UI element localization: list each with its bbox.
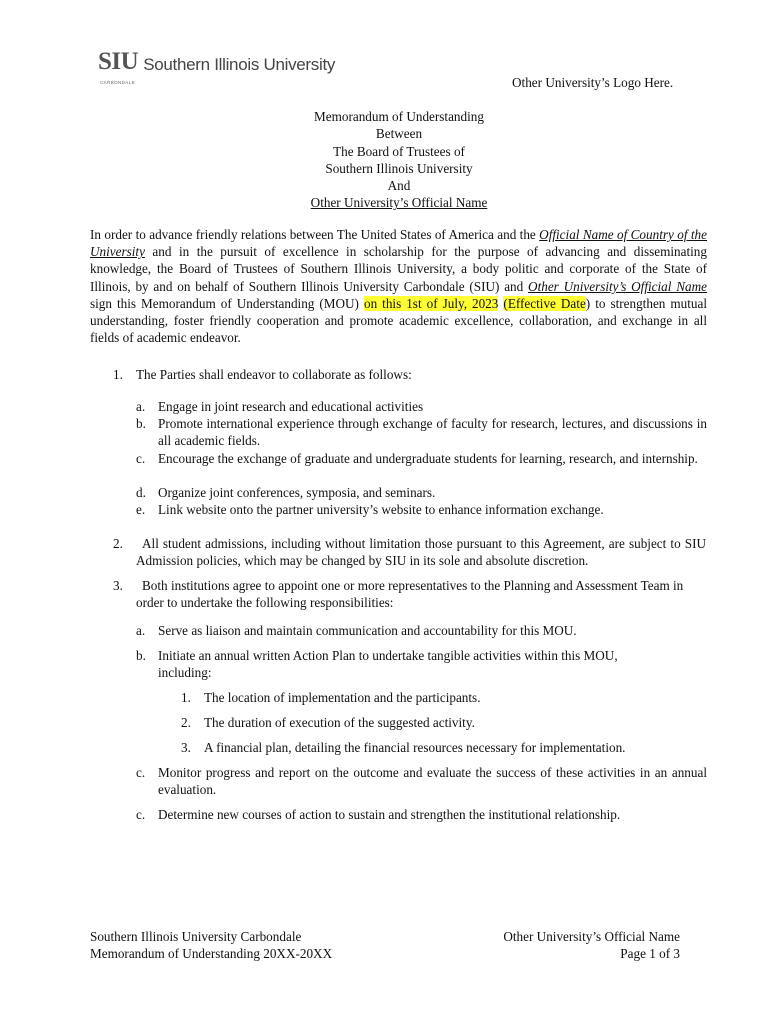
item-3b-text: The duration of execution of the suggested activity. [204,715,475,730]
item-3b-number: 1. [181,690,191,705]
item-1-sub-label: e. [136,502,146,517]
item-1-sub-text: Link website onto the partner university’s website to enhance information exchange. [158,502,604,517]
item-1-sub-text: Engage in joint research and educational activities [158,399,424,414]
siu-logo [98,48,336,85]
page-number: Page 1 of 3 [620,946,680,961]
item-3b-text: A financial plan, detailing the financial resources necessary for implementation. [204,740,626,755]
title-line: The Board of Trustees of [333,143,465,159]
item-1-sub-text: Encourage the exchange of graduate and undergraduate students for learning, research, and internship. [158,451,698,466]
intro-text: ) to strengthen mutual understanding, foster friendly cooperation and promote academic excellence, collaboration, and exchange in all fields of academic endeavor. [90,295,708,346]
document-title [0,108,770,212]
title-line: And [387,178,411,194]
footer-document-name: Memorandum of Understanding 20XX-20XX [90,946,333,961]
item-3-sub-text: Initiate an annual written Action Plan to undertake tangible activities within this MOU, including: [158,648,618,681]
footer-left [90,928,332,962]
item-3b-number: 2. [181,715,191,730]
logo-mark: SIU [98,48,139,75]
item-3-sub-label: b. [136,648,146,663]
item-3-sub-text: Serve as liaison and maintain communication and accountability for this MOU. [158,623,577,638]
footer-right [503,928,680,962]
logo-name: Southern Illinois University [143,55,336,74]
title-line: Southern Illinois University [325,160,473,176]
item-3-text: Both institutions agree to appoint one or more representatives to the Planning and Assessment Team in order to undertake the following responsibilities: [136,578,684,611]
intro-text: and in the pursuit of excellence in scholarship for the purpose of advancing and disseminating knowledge, the Board of Trustees of Southern Illinois University, a body politic and corporate of the State of Illinois, by and on behalf of Southern Illinois University Carbondale (SIU) and [90,244,707,294]
title-line-other-university: Other University’s Official Name [310,195,488,211]
effective-date-label-highlight: (Effective Date [503,295,586,311]
title-line: Memorandum of Understanding [314,109,484,124]
item-1-text: The Parties shall endeavor to collaborate as follows: [136,367,412,382]
item-1-sub-label: b. [136,416,146,431]
other-university-logo-placeholder: Other University’s Logo Here. [512,75,674,90]
footer-institution: Southern Illinois University Carbondale [90,929,302,944]
item-1-sub-label: a. [136,399,146,414]
footer-other-university: Other University’s Official Name [503,929,680,944]
intro-text: In order to advance friendly relations between The United States of America and the [90,227,540,242]
item-3b-text: The location of implementation and the participants. [204,690,481,705]
item-3-sub-label: c. [136,807,146,822]
effective-date-highlight: on this 1st of July, 2023 [363,295,499,311]
other-university-name-placeholder: Other University’s Official Name [528,278,708,294]
item-3-sub-text: Determine new courses of action to sustain and strengthen the institutional relationship. [158,807,621,822]
item-3-sub-label: c. [136,765,146,780]
item-1-number: 1. [113,367,123,382]
item-3-sub-text: Monitor progress and report on the outcome and evaluate the success of these activities in an annual evaluation. [158,765,707,798]
item-1-sub-label: d. [136,485,146,500]
item-1-sub-text: Organize joint conferences, symposia, and seminars. [158,485,436,500]
item-1-sub-label: c. [136,451,146,466]
item-2-text: All student admissions, including without limitation those pursuant to this Agreement, are subject to SIU Admission policies, which may be changed by SIU in its sole and absolute discretion. [136,536,706,569]
intro-text: sign this Memorandum of Understanding (MOU) [90,295,364,311]
item-3b-number: 3. [181,740,191,755]
item-2-number: 2. [113,536,123,551]
title-line: Between [375,126,423,142]
country-name-placeholder: Official Name of Country of the University [90,227,707,260]
item-1-sub-text: Promote international experience through exchange of faculty for research, lectures, and discussions in all academic fields. [158,416,707,449]
intro-paragraph [90,226,707,346]
item-3-sub-label: a. [136,623,146,638]
item-3-number: 3. [113,578,123,593]
logo-subtitle: CARBONDALE [100,80,136,85]
